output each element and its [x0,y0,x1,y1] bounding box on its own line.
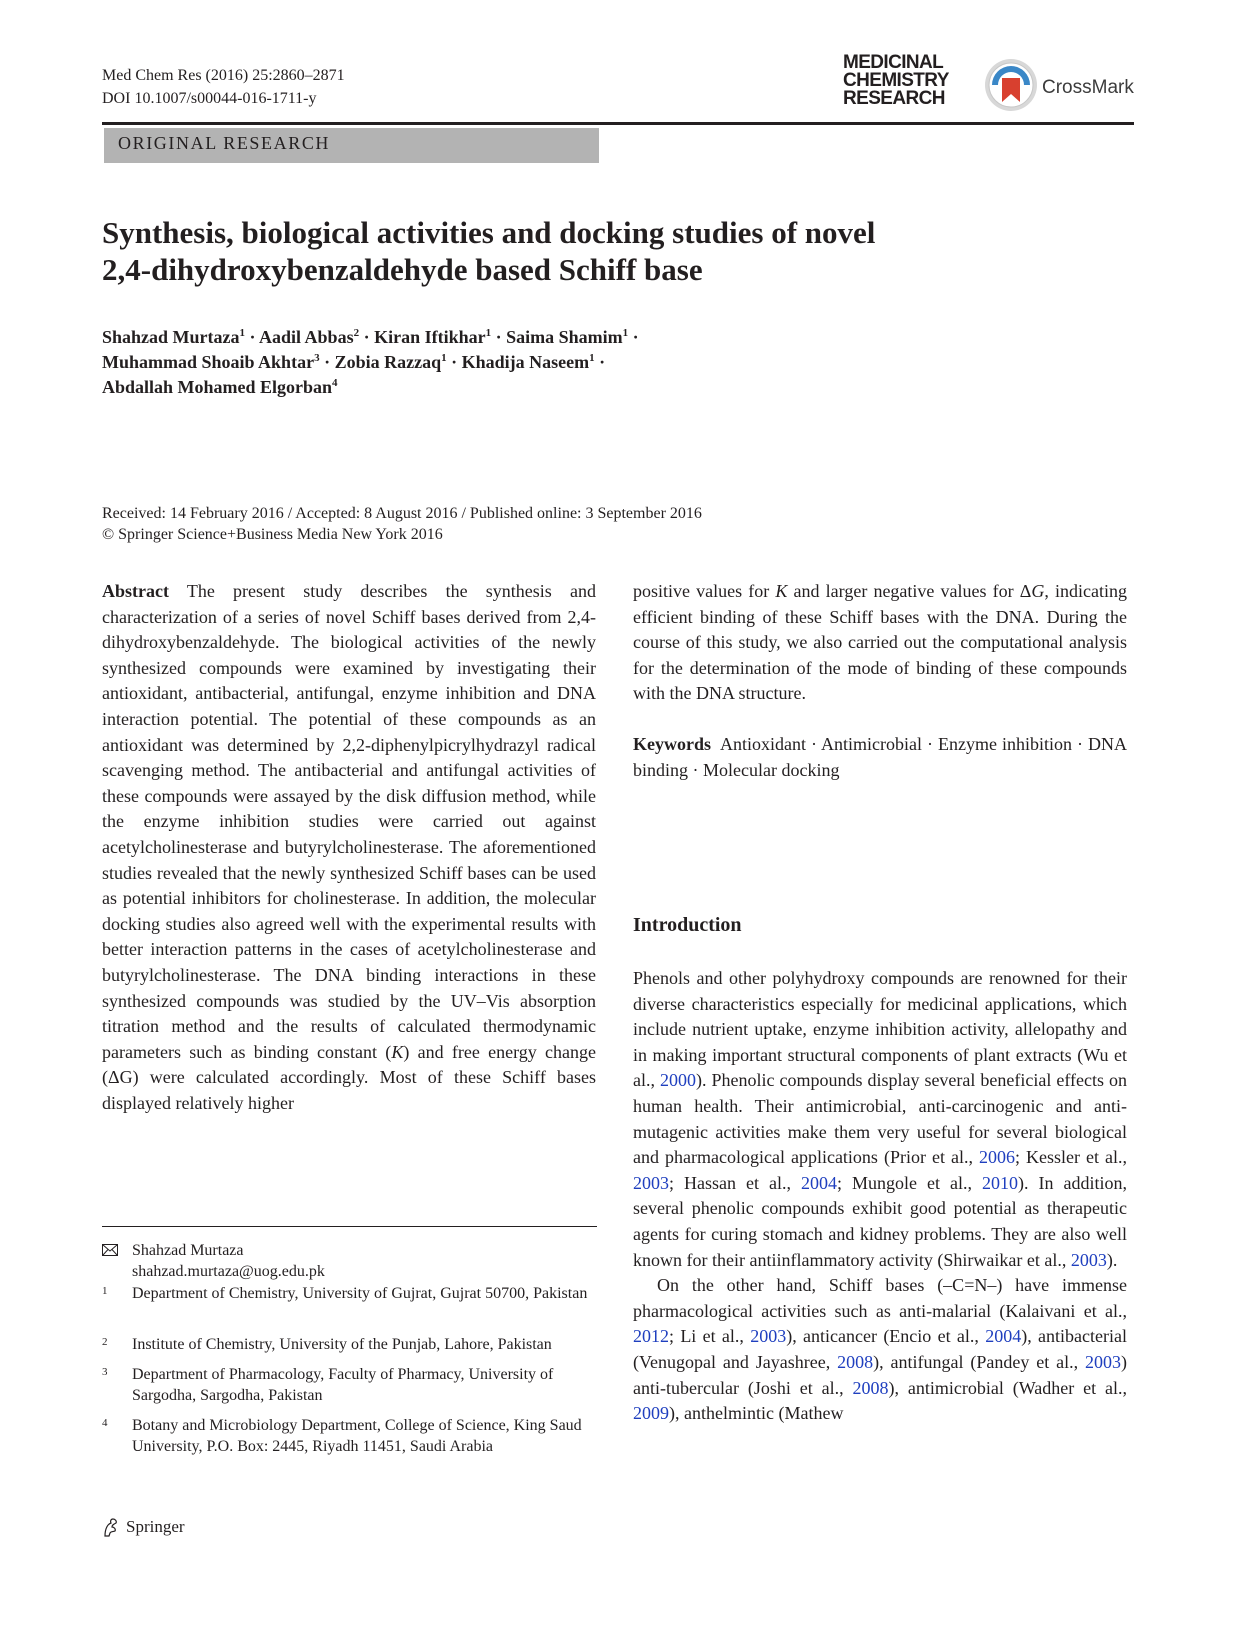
citation-link[interactable]: 2003 [1085,1351,1121,1372]
header-rule [102,122,1134,125]
abstract-continuation: positive values for K and larger negative values for ΔG, indicating efficient binding of these Schiff bases with the DNA. During the course of this study, we also carried out the computational analysis for the determination of the mode of binding of these compounds with the DNA structure. [633,581,1127,704]
affiliation [102,1364,599,1406]
author[interactable]: Aadil Abbas$^2$ [259,327,360,347]
citation-link[interactable]: 2003 [633,1172,669,1193]
affiliation-number: 2 [102,1336,108,1348]
author[interactable]: Kiran Iftikhar$^1$ [374,327,492,347]
journal-logo[interactable] [843,54,949,108]
affiliation [102,1283,599,1304]
author[interactable]: Khadija Naseem$^1$ [461,352,595,372]
springer-horse-icon [102,1518,120,1538]
publisher-footer [102,1517,185,1537]
journal-citation: Med Chem Res (2016) 25:2860–2871 [102,67,345,84]
history-dates: Received: 14 February 2016 / Accepted: 8 August 2016 / Published online: 3 September 2016 [102,505,702,522]
abstract-right-column [633,579,1127,783]
contact-name: Shahzad Murtaza [132,1242,244,1259]
intro-paragraph-2: On the other hand, Schiff bases (–C=N–) have immense pharmacological activities such as anti-malarial (Kalaivani et al., 2012; Li et al., 2003), anticancer (Encio et al., 2004), antibacterial (Venugopal and Jayashree, 2008), antifungal (Pandey et al., 2003) anti-tubercular (Joshi et al., 2008), antimicrobial (Wadher et al., 2009), anthelmintic (Mathew [633,1275,1127,1424]
citation-link[interactable]: 2008 [852,1377,889,1398]
author[interactable]: Abdallah Mohamed Elgorban$^4$ [102,377,338,397]
intro-paragraph-1: Phenols and other polyhydroxy compounds are renowned for their diverse characteristics especially for medicinal applications, which include nutrient uptake, enzyme inhibition activity, allelopathy and in making important structural components of plant extracts (Wu et al., 2000). Phenolic compounds display several beneficial effects on human health. Their antimicrobial, anti-carcinogenic and anti-mutagenic activities make them very useful for several biological and pharmacological applications (Prior et al., 2006; Kessler et al., 2003; Hassan et al., 2004; Mungole et al., 2010). In addition, several phenolic compounds exhibit good potential as therapeutic agents for curing stomach and kidney problems. They are also well known for their antiinflammatory activity (Shirwaikar et al., 2003). [633,968,1128,1270]
keywords-list: Antioxidant · Antimicrobial · Enzyme inhibition · DNA binding · Molecular docking [633,733,1128,780]
affiliation [102,1334,599,1355]
affiliation-number: 4 [102,1417,108,1429]
publication-dates [102,503,702,545]
affiliation-text: Department of Pharmacology, Faculty of Pharmacy, University of Sargodha, Sargodha, Pakistan [132,1366,554,1404]
keywords-heading: Keywords [633,733,711,754]
affiliation-text: Department of Chemistry, University of Gujrat, Gujrat 50700, Pakistan [132,1285,588,1302]
publisher-name: Springer [126,1517,185,1536]
abstract-left-column [102,579,596,1116]
title-line-2: 2,4-dihydroxybenzaldehyde based Schiff base [102,252,703,287]
affiliation [102,1415,599,1457]
citation-link[interactable]: 2003 [750,1326,787,1347]
citation-link[interactable]: 2009 [633,1403,669,1424]
author[interactable]: Shahzad Murtaza$^1$ [102,327,246,347]
author[interactable]: Zobia Razzaq$^1$ [334,352,447,372]
abstract-heading: Abstract [102,581,169,601]
citation-link[interactable]: 2008 [837,1351,874,1372]
affiliation-text: Botany and Microbiology Department, College of Science, King Saud University, P.O. Box: 2445, Riyadh 11451, Saudi Arabia [132,1417,582,1455]
affiliation-text: Institute of Chemistry, University of the Punjab, Lahore, Pakistan [132,1336,552,1353]
crossmark-label[interactable]: CrossMark [1042,77,1134,98]
crossmark-icon[interactable] [984,58,1038,112]
journal-info [102,64,345,110]
author[interactable]: Muhammad Shoaib Akhtar$^3$ [102,352,320,372]
citation-link[interactable]: 2000 [659,1070,696,1091]
copyright: © Springer Science+Business Media New York 2016 [102,526,443,543]
introduction-body [633,966,1127,1427]
footnote-rule [102,1226,597,1227]
citation-link[interactable]: 2010 [982,1172,1019,1193]
logo-line-2: CHEMISTRY [843,70,949,91]
logo-line-3: RESEARCH [843,88,945,109]
title-line-1: Synthesis, biological activities and docking studies of novel [102,215,876,250]
article-type-label: ORIGINAL RESEARCH [118,133,331,153]
author-list: Shahzad Murtaza$^1$ · Aadil Abbas$^2$ · Kiran Iftikhar$^1$ · Saima Shamim$^1$ · Muhammad Shoaib Akhtar$^3$ · Zobia Razzaq$^1$ · Khadija Naseem$^1$ · Abdallah Mohamed Elgorban$^4$ [102,327,639,397]
affiliation-number: 3 [102,1366,108,1378]
logo-line-1: MEDICINAL [843,52,944,73]
citation-link[interactable]: 2003 [1070,1249,1107,1270]
author[interactable]: Saima Shamim$^1$ [506,327,629,347]
citation-link[interactable]: 2006 [978,1147,1015,1168]
introduction-heading: Introduction [633,914,742,936]
corresponding-author [102,1240,325,1282]
abstract-paragraph: Abstract The present study describes the synthesis and characterization of a series of novel Schiff bases derived from 2,4-dihydroxybenzaldehyde. The biological activities of the newly synthesized compounds were examined by investigating their antioxidant, antibacterial, antifungal, enzyme inhibition and DNA interaction potential. The potential of these compounds as an antioxidant was determined by 2,2-diphenylpicrylhydrazyl radical scavenging method. The antibacterial and antifungal activities of these compounds were assayed by the disk diffusion method, while the enzyme inhibition studies were carried out against acetylcholinesterase and butyrylcholinesterase. The aforementioned studies revealed that the newly synthesized Schiff bases can be used as potential inhibitors for cholinesterase. In addition, the molecular docking studies also agreed well with the experimental results with better interaction patterns in the cases of acetylcholinesterase and butyrylcholinesterase. The DNA binding interactions in these synthesized compounds was studied by the UV–Vis absorption titration method and the results of calculated thermodynamic parameters such as binding constant (K) and free energy change (ΔG) were calculated accordingly. Most of these Schiff bases displayed relatively higher [102,581,596,1113]
keywords [633,732,1127,783]
envelope-icon [102,1244,118,1256]
citation-link[interactable]: 2004 [985,1326,1022,1347]
article-title [102,214,982,288]
citation-link[interactable]: 2012 [633,1326,669,1347]
doi[interactable]: DOI 10.1007/s00044-016-1711-y [102,90,317,107]
citation-link[interactable]: 2004 [801,1172,837,1193]
affiliation-number: 1 [102,1285,108,1297]
contact-email[interactable]: shahzad.murtaza@uog.edu.pk [132,1263,325,1280]
